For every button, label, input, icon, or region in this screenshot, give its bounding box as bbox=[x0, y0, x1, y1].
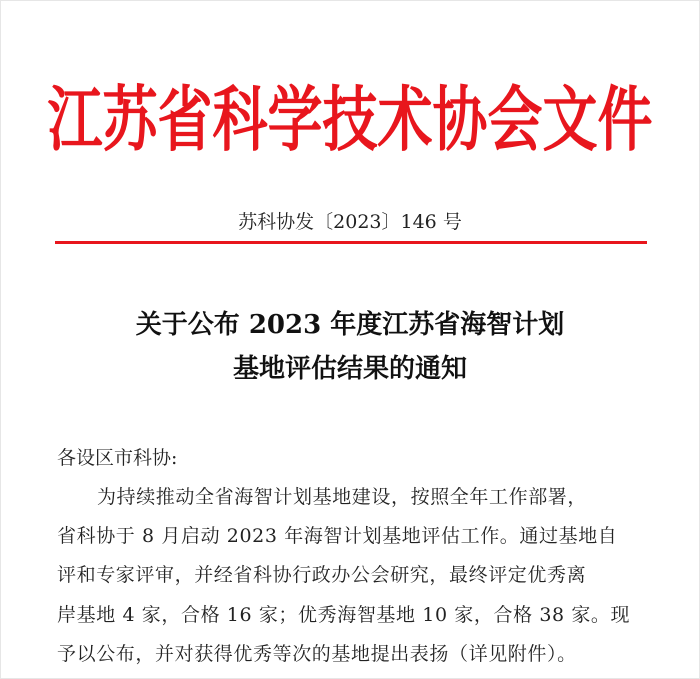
body-line-5: 予以公布，并对获得优秀等次的基地提出表扬（详见附件）。 bbox=[57, 643, 577, 665]
body-line-2: 省科协于 8 月启动 2023 年海智计划基地评估工作。通过基地自 bbox=[57, 525, 618, 547]
notice-title-line-1: 关于公布 2023 年度江苏省海智计划 bbox=[135, 310, 565, 340]
body-line-3: 评和专家评审，并经省科协行政办公会研究，最终评定优秀离 bbox=[57, 564, 587, 586]
notice-title-line-2: 基地评估结果的通知 bbox=[232, 354, 467, 384]
document-number: 苏科协发〔2023〕146 号 bbox=[238, 211, 462, 233]
body-line-1: 为持续推动全省海智计划基地建设，按照全年工作部署， bbox=[97, 486, 588, 508]
body-line-4: 岸基地 4 家，合格 16 家；优秀海智基地 10 家，合格 38 家。现 bbox=[57, 604, 631, 626]
masthead-title: 江苏省科学技术协会文件 bbox=[47, 78, 653, 161]
red-separator-line bbox=[55, 241, 647, 244]
salutation: 各设区市科协: bbox=[57, 447, 178, 469]
